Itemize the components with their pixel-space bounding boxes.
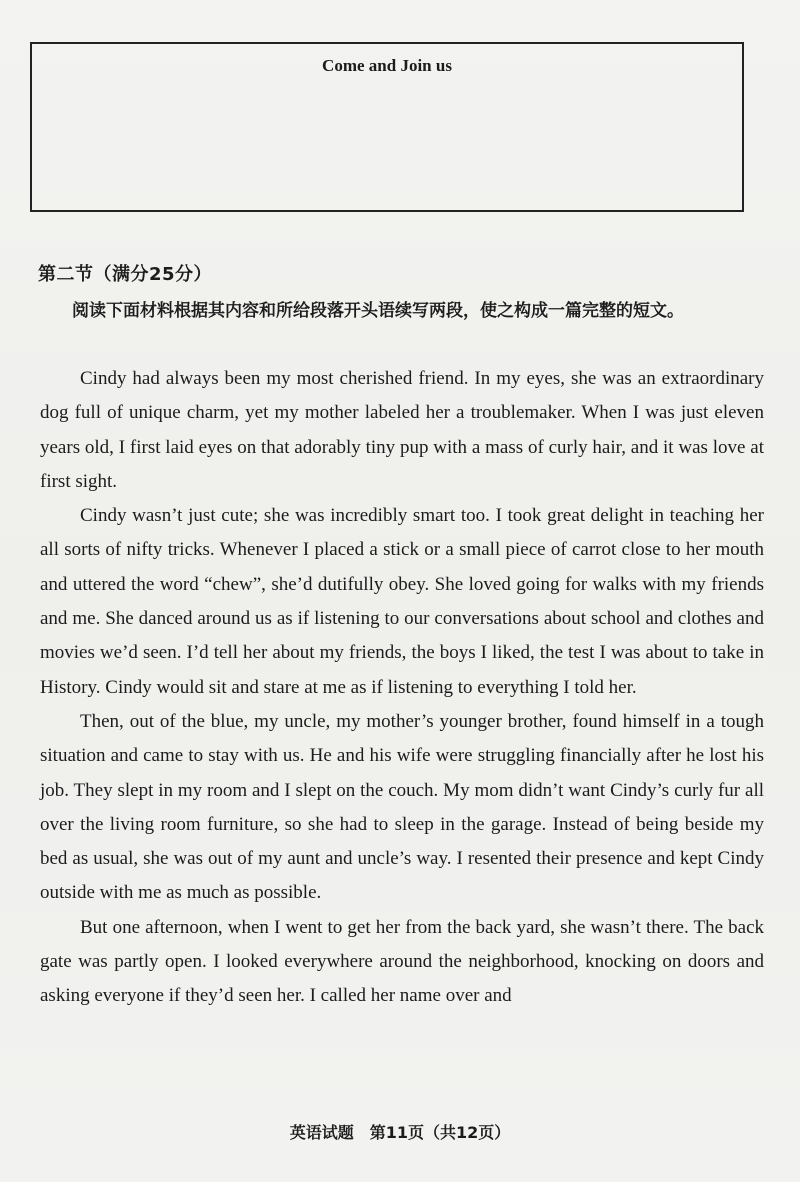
page-footer: 英语试题 第11页（共12页） bbox=[289, 1123, 511, 1142]
story-paragraph-1: Cindy had always been my most cherished friend. In my eyes, she was an extraordinary dog full of unique charm, yet my mother labeled her a troublemaker. When I was just eleven years old, I first laid eyes on that adorably tiny pup with a mass of curly hair, and it was love at first sight. bbox=[40, 368, 764, 492]
story-paragraph-3: Then, out of the blue, my uncle, my mother’s younger brother, found himself in a tough situation and came to stay with us. He and his wife were struggling financially after he lost his job. They slept in my room and I slept on the couch. My mom didn’t want Cindy’s curly fur all over the living room furniture, so she had to sleep in the garage. Instead of being beside my bed as usual, she was out of my aunt and uncle’s way. I resented their presence and kept Cindy outside with me as much as possible. bbox=[40, 710, 764, 904]
story-paragraph-2: Cindy wasn’t just cute; she was incredibly smart too. I took great delight in teaching her all sorts of nifty tricks. Whenever I placed a stick or a small piece of carrot close to her mouth and uttered the word “chew”, she’d dutifully obey. She loved going for walks with my friends and me. She danced around us as if listening to our conversations about school and clothes and movies we’d seen. I’d tell her about my friends, the boys I liked, the test I was about to take in History. Cindy would sit and stare at me as if listening to everything I told her. bbox=[40, 505, 764, 698]
story-paragraph-4: But one afternoon, when I went to get her from the back yard, she wasn’t there. The back gate was partly open. I looked everywhere around the neighborhood, knocking on doors and asking everyone if they’d seen her. I called her name over and bbox=[40, 916, 764, 1007]
story-text bbox=[40, 362, 764, 1014]
section-heading: 第二节（满分25分） bbox=[38, 264, 213, 285]
writing-box bbox=[30, 42, 744, 212]
section-instruction: 阅读下面材料根据其内容和所给段落开头语续写两段，使之构成一篇完整的短文。 bbox=[72, 301, 684, 321]
writing-box-title: Come and Join us bbox=[322, 56, 452, 75]
